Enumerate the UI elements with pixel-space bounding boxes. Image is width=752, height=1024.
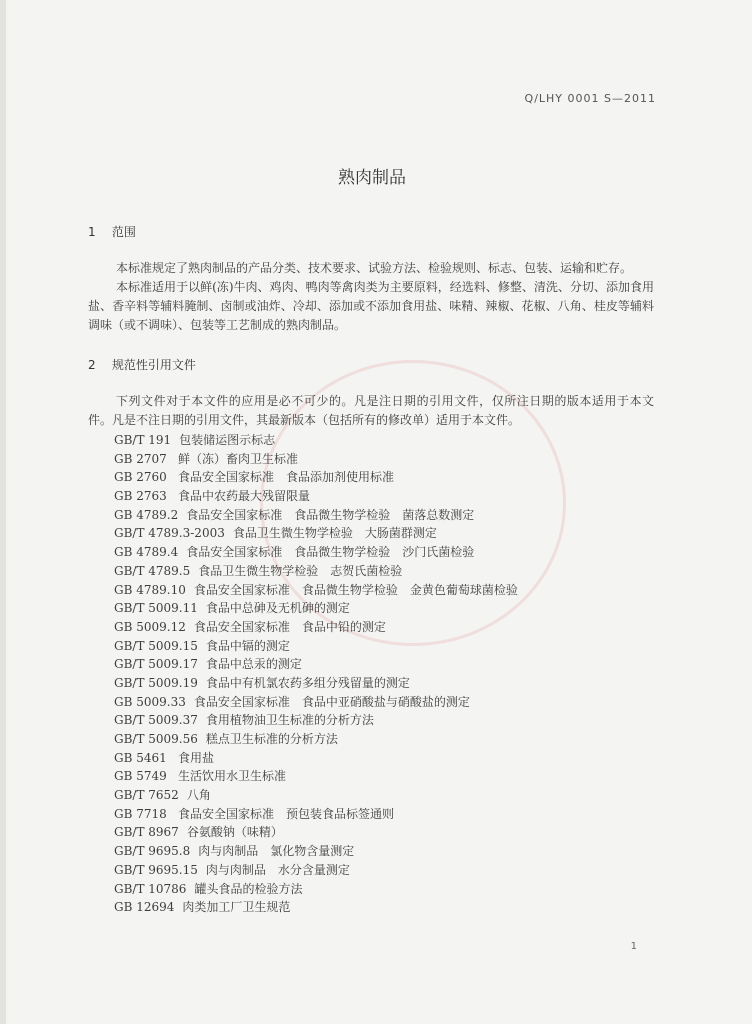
reference-item: GB 12694 肉类加工厂卫生规范 [114, 900, 291, 915]
reference-item: GB/T 5009.19 食品中有机氯农药多组分残留量的测定 [114, 675, 410, 690]
page-number: 1 [630, 941, 637, 952]
scope-text [88, 259, 654, 335]
reference-item: GB 4789.10 食品安全国家标准 食品微生物学检验 金黄色葡萄球菌检验 [114, 582, 518, 597]
document-title: 熟肉制品 [338, 168, 406, 188]
reference-item: GB/T 5009.15 食品中镉的测定 [114, 638, 290, 653]
reference-item: GB/T 191 包装储运图示标志 [114, 433, 276, 447]
reference-item: GB/T 9695.8 肉与肉制品 氯化物含量测定 [114, 844, 355, 859]
reference-item: GB/T 5009.37 食用植物油卫生标准的分析方法 [114, 713, 374, 728]
reference-item: GB 5461 食用盐 [114, 750, 215, 765]
section-title: 范围 [111, 225, 136, 239]
reference-item: GB/T 7652 八角 [114, 788, 211, 803]
scan-edge [0, 0, 6, 1024]
section-heading-scope [88, 223, 136, 240]
section-heading-normative-references [88, 356, 196, 373]
section-title: 规范性引用文件 [111, 358, 196, 372]
paragraph: 本标准适用于以鲜(冻)牛肉、鸡肉、鸭肉等禽肉类为主要原料，经选料、修整、清洗、分切、添加食用盐、香辛料等辅料腌制、卤制或油炸、冷却、添加或不添加食用盐、味精、辣椒、花椒、八角、桂皮等辅料调味（或不调味）、包装等工艺制成的熟肉制品。 [88, 280, 654, 332]
section-number: 2 [88, 358, 96, 372]
reference-item: GB/T 10786 罐头食品的检验方法 [114, 881, 303, 896]
reference-item: GB/T 5009.56 糕点卫生标准的分析方法 [114, 732, 338, 746]
reference-item: GB/T 4789.3-2003 食品卫生微生物学检验 大肠菌群测定 [114, 526, 437, 541]
reference-item: GB 5009.33 食品安全国家标准 食品中亚硝酸盐与硝酸盐的测定 [114, 694, 470, 709]
document-code: Q/LHY 0001 S—2011 [524, 92, 656, 105]
reference-item: GB 5009.12 食品安全国家标准 食品中铅的测定 [114, 619, 386, 634]
references-intro [88, 392, 654, 430]
reference-item: GB/T 5009.17 食品中总汞的测定 [114, 657, 302, 672]
reference-item: GB 7718 食品安全国家标准 预包装食品标签通则 [114, 806, 395, 821]
reference-item: GB 4789.2 食品安全国家标准 食品微生物学检验 菌落总数测定 [114, 507, 475, 522]
section-number: 1 [88, 225, 96, 239]
reference-item: GB 4789.4 食品安全国家标准 食品微生物学检验 沙门氏菌检验 [114, 545, 475, 560]
reference-item: GB 2707 鲜（冻）畜肉卫生标准 [114, 451, 299, 466]
reference-item: GB 2760 食品安全国家标准 食品添加剂使用标准 [114, 470, 395, 485]
reference-item: GB/T 4789.5 食品卫生微生物学检验 志贺氏菌检验 [114, 563, 403, 578]
reference-item: GB/T 9695.15 肉与肉制品 水分含量测定 [114, 862, 350, 877]
reference-item: GB/T 5009.11 食品中总砷及无机砷的测定 [114, 601, 350, 616]
paragraph: 本标准规定了熟肉制品的产品分类、技术要求、试验方法、检验规则、标志、包装、运输和贮存。 [116, 261, 633, 275]
reference-list [114, 431, 518, 917]
reference-item: GB 5749 生活饮用水卫生标准 [114, 769, 287, 784]
paragraph: 下列文件对于本文件的应用是必不可少的。凡是注日期的引用文件，仅所注日期的版本适用于本文件。凡是不注日期的引用文件，其最新版本（包括所有的修改单）适用于本文件。 [88, 394, 654, 427]
reference-item: GB/T 8967 谷氨酸钠（味精） [114, 825, 283, 840]
reference-item: GB 2763 食品中农药最大残留限量 [114, 489, 311, 504]
